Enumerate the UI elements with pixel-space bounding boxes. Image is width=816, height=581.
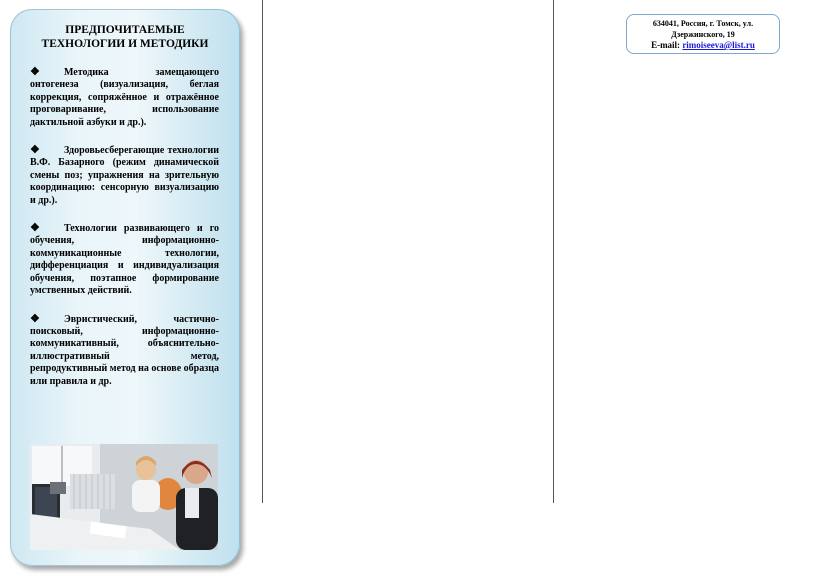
list-item (30, 313, 219, 388)
list-item-text: Технологии развивающего и го обучения, информационно-коммуникационные технологии, дифференциация и индивидуализация обучения, поэтапное формирование умственных действий. (30, 223, 219, 297)
methods-list (30, 66, 219, 403)
list-item-text: Эвристический, частично-поисковый, информационно-коммуникативный, объяснительно-иллюстративный метод, репродуктивный метод на основе образца или правила и др. (30, 313, 219, 387)
diamond-bullet-icon: ❖ (30, 144, 40, 157)
email-label: E-mail: (651, 40, 683, 50)
panel-title-line1: ПРЕДПОЧИТАЕМЫЕ (65, 24, 185, 36)
email-line (627, 40, 779, 51)
panel-title-line2: ТЕХНОЛОГИИ И МЕТОДИКИ (41, 38, 209, 50)
fold-line-right (553, 0, 554, 503)
list-item (30, 144, 219, 207)
list-item-text: Методика замещающего онтогенеза (визуализация, беглая коррекция, сопряжённое и отражённое проговаривание, использование дактильной азбуки и др.). (30, 67, 219, 128)
list-item (30, 66, 219, 129)
diamond-bullet-icon: ❖ (30, 222, 40, 235)
list-item-text: Здоровьесберегающие технологии В.Ф. Базарного (режим динамической смены поз; упражнения на зрительную координацию: сенсорную визуализацию и др.). (30, 145, 219, 206)
panel-title (20, 23, 230, 51)
email-link[interactable]: rimoiseeva@list.ru (682, 40, 755, 50)
diamond-bullet-icon: ❖ (30, 66, 40, 78)
address-line2: Дзержинского, 19 (671, 30, 735, 39)
address-line1: 634041, Россия, г. Томск, ул. (652, 19, 754, 28)
classroom-photo (30, 444, 218, 550)
list-item (30, 222, 219, 297)
contact-box (626, 14, 780, 54)
diamond-bullet-icon: ❖ (30, 312, 40, 325)
fold-line-left (262, 0, 263, 503)
